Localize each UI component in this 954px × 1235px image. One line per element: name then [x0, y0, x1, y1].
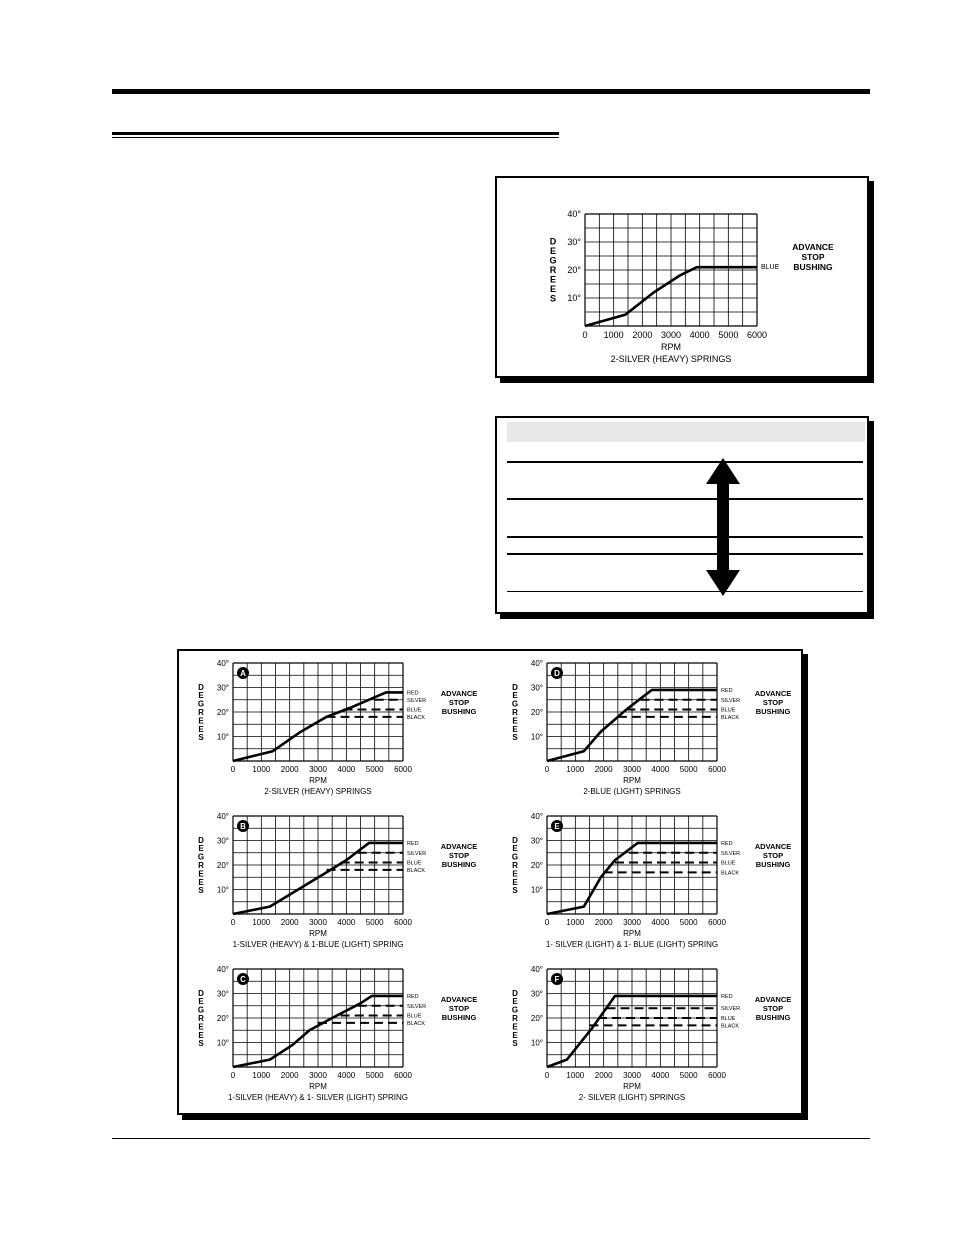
- chart-caption: 1-SILVER (HEAVY) & 1-BLUE (LIGHT) SPRING: [232, 940, 404, 949]
- footer-rule: [112, 1138, 870, 1139]
- panel-letter: D: [554, 669, 560, 678]
- table-rule-4: [507, 553, 863, 555]
- side-label-line: BUSHING: [755, 1013, 791, 1022]
- x-tick-label: 3000: [309, 918, 327, 927]
- x-tick-label: 6000: [708, 1071, 726, 1080]
- y-tick-label: 40°: [530, 812, 543, 821]
- chart-caption: 2-BLUE (LIGHT) SPRINGS: [583, 787, 681, 796]
- y-axis-label: D E G R E E S: [511, 988, 519, 1049]
- y-tick-label: 40°: [567, 209, 581, 219]
- chart-panel-D: [493, 651, 803, 803]
- y-tick-label: 20°: [530, 708, 543, 717]
- stop-label: BLACK: [721, 870, 740, 877]
- x-axis-label: RPM: [309, 1082, 327, 1091]
- stop-label: RED: [407, 993, 419, 1000]
- x-tick-label: 4000: [337, 918, 356, 927]
- y-tick-label: 10°: [530, 732, 543, 742]
- x-tick-label: 3000: [309, 1071, 327, 1080]
- x-tick-label: 3000: [660, 330, 682, 340]
- side-label-line: BUSHING: [755, 707, 791, 716]
- y-tick-label: 40°: [530, 965, 543, 974]
- y-tick-label: 20°: [216, 708, 229, 717]
- x-tick-label: 6000: [394, 918, 412, 927]
- y-tick-label: 30°: [216, 836, 229, 846]
- side-label-line: STOP: [801, 252, 825, 262]
- stop-label: BLACK: [721, 714, 740, 721]
- x-tick-label: 5000: [365, 1071, 384, 1080]
- y-tick-label: 30°: [567, 237, 581, 247]
- stop-label: BLUE: [721, 707, 736, 714]
- chart-caption: 1-SILVER (HEAVY) & 1- SILVER (LIGHT) SPRING: [227, 1093, 409, 1102]
- y-tick-label: 10°: [216, 885, 229, 895]
- x-tick-label: 0: [582, 330, 588, 340]
- y-tick-label: 10°: [530, 885, 543, 895]
- side-label-line: ADVANCE: [440, 689, 478, 698]
- y-tick-label: 30°: [530, 683, 543, 693]
- x-tick-label: 1000: [252, 765, 271, 774]
- x-tick-label: 1000: [566, 765, 585, 774]
- x-tick-label: 5000: [679, 918, 698, 927]
- x-tick-label: 6000: [746, 330, 768, 340]
- panel-letter: C: [240, 975, 246, 984]
- header-rule: [112, 89, 870, 94]
- main-chart-frame: [495, 176, 869, 378]
- x-axis-label: RPM: [309, 929, 327, 938]
- y-tick-label: 40°: [216, 659, 229, 668]
- x-tick-label: 1000: [566, 1071, 585, 1080]
- y-tick-label: 30°: [216, 989, 229, 999]
- y-tick-label: 30°: [530, 836, 543, 846]
- y-axis-label: D E G R E E S: [511, 682, 519, 743]
- x-axis-label: RPM: [623, 929, 641, 938]
- stop-label: SILVER: [721, 1006, 741, 1013]
- y-tick-label: 20°: [530, 1014, 543, 1023]
- stop-label: SILVER: [721, 697, 741, 704]
- chart-caption: 2-SILVER (HEAVY) SPRINGS: [264, 787, 372, 796]
- side-label-line: STOP: [762, 851, 784, 860]
- stop-label: SILVER: [407, 1003, 427, 1010]
- x-tick-label: 2000: [280, 918, 299, 927]
- y-tick-label: 10°: [216, 1038, 229, 1048]
- y-tick-label: 20°: [216, 1014, 229, 1023]
- x-tick-label: 0: [544, 918, 550, 927]
- x-axis-label: RPM: [309, 776, 327, 785]
- chart-caption: 2-SILVER (HEAVY) SPRINGS: [610, 354, 732, 364]
- chart-panel-C: [179, 957, 489, 1109]
- stop-label: BLACK: [407, 714, 426, 721]
- x-axis-label: RPM: [623, 1082, 641, 1091]
- y-tick-label: 10°: [216, 732, 229, 742]
- x-tick-label: 1000: [252, 918, 271, 927]
- x-tick-label: 3000: [623, 918, 641, 927]
- x-tick-label: 2000: [280, 765, 299, 774]
- side-label-line: STOP: [448, 851, 470, 860]
- stop-label: RED: [721, 687, 733, 694]
- stop-label: BLACK: [721, 1023, 740, 1030]
- stop-label: BLACK: [407, 1020, 426, 1027]
- table-rule-3: [507, 536, 863, 538]
- x-tick-label: 0: [230, 1071, 236, 1080]
- stop-label: BLUE: [761, 264, 780, 272]
- side-label-line: BUSHING: [755, 860, 791, 869]
- stop-label: BLACK: [407, 867, 426, 874]
- y-axis-label: D E G R E E S: [549, 236, 557, 304]
- double-arrow-icon: [705, 458, 741, 596]
- x-tick-label: 0: [544, 1071, 550, 1080]
- stop-label: SILVER: [407, 697, 427, 704]
- y-axis-label: D E G R E E S: [511, 835, 519, 896]
- x-tick-label: 1000: [252, 1071, 271, 1080]
- x-axis-label: RPM: [623, 776, 641, 785]
- x-tick-label: 3000: [623, 1071, 641, 1080]
- stop-label: BLUE: [721, 860, 736, 867]
- x-tick-label: 1000: [566, 918, 585, 927]
- chart-panel-E: [493, 804, 803, 956]
- x-axis-label: RPM: [661, 342, 681, 352]
- y-tick-label: 40°: [216, 812, 229, 821]
- x-tick-label: 0: [544, 765, 550, 774]
- panel-letter: F: [554, 975, 560, 984]
- chart-caption: 1- SILVER (LIGHT) & 1- BLUE (LIGHT) SPRING: [545, 940, 719, 949]
- chart-panel-B: [179, 804, 489, 956]
- y-tick-label: 20°: [567, 265, 581, 275]
- section-rule: [112, 132, 559, 135]
- x-tick-label: 2000: [594, 918, 613, 927]
- y-tick-label: 30°: [216, 683, 229, 693]
- side-label-line: STOP: [762, 698, 784, 707]
- y-axis-label: D E G R E E S: [197, 682, 205, 743]
- side-label-line: BUSHING: [441, 1013, 477, 1022]
- chart-panel-F: [493, 957, 803, 1109]
- side-label-line: BUSHING: [441, 707, 477, 716]
- y-tick-label: 20°: [216, 861, 229, 870]
- y-tick-label: 30°: [530, 989, 543, 999]
- stop-label: SILVER: [721, 850, 741, 857]
- stop-label: SILVER: [407, 850, 427, 857]
- x-tick-label: 5000: [679, 765, 698, 774]
- stop-label: RED: [721, 840, 733, 847]
- y-tick-label: 40°: [216, 965, 229, 974]
- x-tick-label: 4000: [689, 330, 710, 340]
- table-rule-1: [507, 461, 863, 463]
- stop-label: BLUE: [407, 860, 422, 867]
- panel-letter: A: [240, 669, 246, 678]
- x-tick-label: 5000: [718, 330, 739, 340]
- table-rule-5: [507, 591, 863, 592]
- side-label-line: BUSHING: [793, 262, 833, 272]
- panel-letter: E: [554, 822, 560, 831]
- x-tick-label: 3000: [623, 765, 641, 774]
- y-tick-label: 10°: [567, 293, 581, 303]
- side-label-line: ADVANCE: [792, 242, 834, 252]
- y-tick-label: 10°: [530, 1038, 543, 1048]
- side-label-line: STOP: [448, 698, 470, 707]
- main-chart-svg: [497, 178, 867, 376]
- y-tick-label: 20°: [530, 861, 543, 870]
- spec-table-header: [507, 422, 865, 442]
- panel-letter: B: [240, 822, 246, 831]
- x-tick-label: 1000: [603, 330, 624, 340]
- chart-panel-A: [179, 651, 489, 803]
- x-tick-label: 2000: [594, 765, 613, 774]
- x-tick-label: 4000: [337, 765, 356, 774]
- table-rule-2: [507, 498, 863, 500]
- x-tick-label: 6000: [394, 765, 412, 774]
- side-label-line: ADVANCE: [440, 995, 478, 1004]
- x-tick-label: 2000: [632, 330, 653, 340]
- x-tick-label: 0: [230, 918, 236, 927]
- stop-label: BLUE: [407, 707, 422, 714]
- x-tick-label: 2000: [280, 1071, 299, 1080]
- side-label-line: STOP: [448, 1004, 470, 1013]
- spec-table-frame: [495, 416, 869, 614]
- side-label-line: BUSHING: [441, 860, 477, 869]
- x-tick-label: 0: [230, 765, 236, 774]
- stop-label: BLUE: [407, 1013, 422, 1020]
- stop-label: RED: [721, 993, 733, 1000]
- x-tick-label: 6000: [708, 765, 726, 774]
- x-tick-label: 5000: [365, 918, 384, 927]
- x-tick-label: 3000: [309, 765, 327, 774]
- section-rule-thin: [112, 137, 559, 138]
- y-axis-label: D E G R E E S: [197, 988, 205, 1049]
- x-tick-label: 5000: [679, 1071, 698, 1080]
- side-label-line: ADVANCE: [440, 842, 478, 851]
- side-label-line: STOP: [762, 1004, 784, 1013]
- spring-chart-grid-frame: [177, 649, 803, 1115]
- stop-label: BLUE: [721, 1016, 736, 1022]
- side-label-line: ADVANCE: [754, 995, 792, 1004]
- y-tick-label: 40°: [530, 659, 543, 668]
- x-tick-label: 6000: [708, 918, 726, 927]
- x-tick-label: 4000: [651, 918, 670, 927]
- chart-caption: 2- SILVER (LIGHT) SPRINGS: [578, 1093, 686, 1102]
- side-label-line: ADVANCE: [754, 842, 792, 851]
- stop-label: RED: [407, 840, 419, 847]
- stop-label: RED: [407, 690, 419, 697]
- y-axis-label: D E G R E E S: [197, 835, 205, 896]
- side-label-line: ADVANCE: [754, 689, 792, 698]
- x-tick-label: 6000: [394, 1071, 412, 1080]
- x-tick-label: 4000: [651, 765, 670, 774]
- x-tick-label: 2000: [594, 1071, 613, 1080]
- x-tick-label: 4000: [337, 1071, 356, 1080]
- x-tick-label: 5000: [365, 765, 384, 774]
- x-tick-label: 4000: [651, 1071, 670, 1080]
